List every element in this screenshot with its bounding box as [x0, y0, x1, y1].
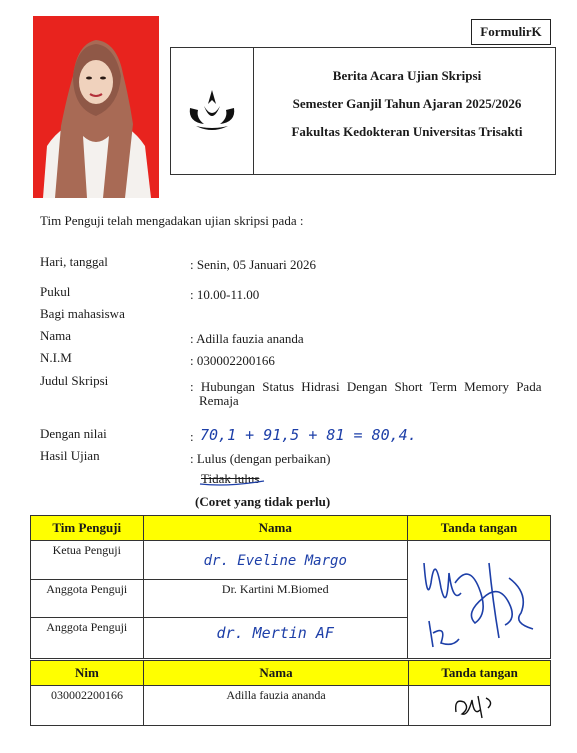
name-cell: Dr. Kartini M.Biomed — [143, 580, 407, 617]
examiner-name-handwritten: dr. Eveline Margo — [203, 553, 347, 569]
examiner-name-handwritten: dr. Mertin AF — [216, 623, 334, 642]
judul-value-line1: : Hubungan Status Hidrasi Dengan Short Term Memory Pada — [190, 379, 542, 394]
header-faculty: Fakultas Kedokteran Universitas Trisakti — [291, 124, 523, 139]
hari-value: : Senin, 05 Januari 2026 — [190, 257, 317, 272]
examiner-table — [30, 515, 551, 659]
trisakti-logo-icon — [182, 86, 242, 136]
role-cell: Anggota Penguji — [31, 580, 144, 617]
name-cell: Adilla fauzia ananda — [143, 686, 408, 726]
form-code-box — [471, 19, 551, 45]
student-table — [30, 660, 551, 726]
nim-value: : 030002200166 — [190, 353, 275, 368]
student-signature-icon — [450, 688, 510, 720]
signature-cell — [407, 541, 550, 659]
student-table-header — [31, 661, 551, 686]
name-cell — [143, 541, 407, 580]
judul-label: Judul Skripsi — [40, 373, 109, 388]
pukul-value: : 10.00-11.00 — [190, 287, 260, 302]
nama-label: Nama — [40, 328, 72, 343]
pukul-label: Pukul — [40, 284, 71, 299]
header-tim-penguji: Tim Penguji — [31, 516, 144, 541]
nilai-label: Dengan nilai — [40, 426, 107, 441]
tidak-lulus-struck: Tidak lulus — [201, 471, 260, 486]
signature-cell — [409, 686, 551, 726]
nim-label: N.I.M — [40, 350, 72, 365]
judul-value-line2: Remaja — [199, 393, 239, 408]
table-row — [31, 541, 551, 580]
intro-text: Tim Penguji telah mengadakan ujian skripsi pada : — [40, 213, 304, 228]
hari-label: Hari, tanggal — [40, 254, 108, 269]
hasil-value: : Lulus (dengan perbaikan) — [190, 451, 331, 466]
bagi-label: Bagi mahasiswa — [40, 306, 125, 321]
university-logo — [170, 47, 254, 175]
student-photo — [33, 16, 159, 198]
form-code: FormulirK — [480, 24, 542, 39]
header-tanda-tangan: Tanda tangan — [407, 516, 550, 541]
examiner-table-header — [31, 516, 551, 541]
nim-cell: 030002200166 — [31, 686, 144, 726]
hasil-label: Hasil Ujian — [40, 448, 100, 463]
header-nim: Nim — [31, 661, 144, 686]
strike-mark-icon — [198, 478, 268, 488]
header-nama: Nama — [143, 661, 408, 686]
nama-value: : Adilla fauzia ananda — [190, 331, 304, 346]
table-row — [31, 686, 551, 726]
student-portrait-icon — [33, 16, 159, 198]
nilai-handwritten: 70,1 + 91,5 + 81 = 80,4. — [200, 426, 417, 444]
signature-icon — [409, 543, 549, 653]
role-cell: Ketua Penguji — [31, 541, 144, 580]
header-title: Berita Acara Ujian Skripsi — [332, 68, 482, 83]
nilai-colon: : — [190, 429, 194, 444]
header-tanda-tangan: Tanda tangan — [409, 661, 551, 686]
role-cell: Anggota Penguji — [31, 617, 144, 658]
coret-note: (Coret yang tidak perlu) — [195, 494, 331, 509]
header-nama: Nama — [143, 516, 407, 541]
name-cell — [143, 617, 407, 658]
header-semester: Semester Ganjil Tahun Ajaran 2025/2026 — [292, 96, 522, 111]
